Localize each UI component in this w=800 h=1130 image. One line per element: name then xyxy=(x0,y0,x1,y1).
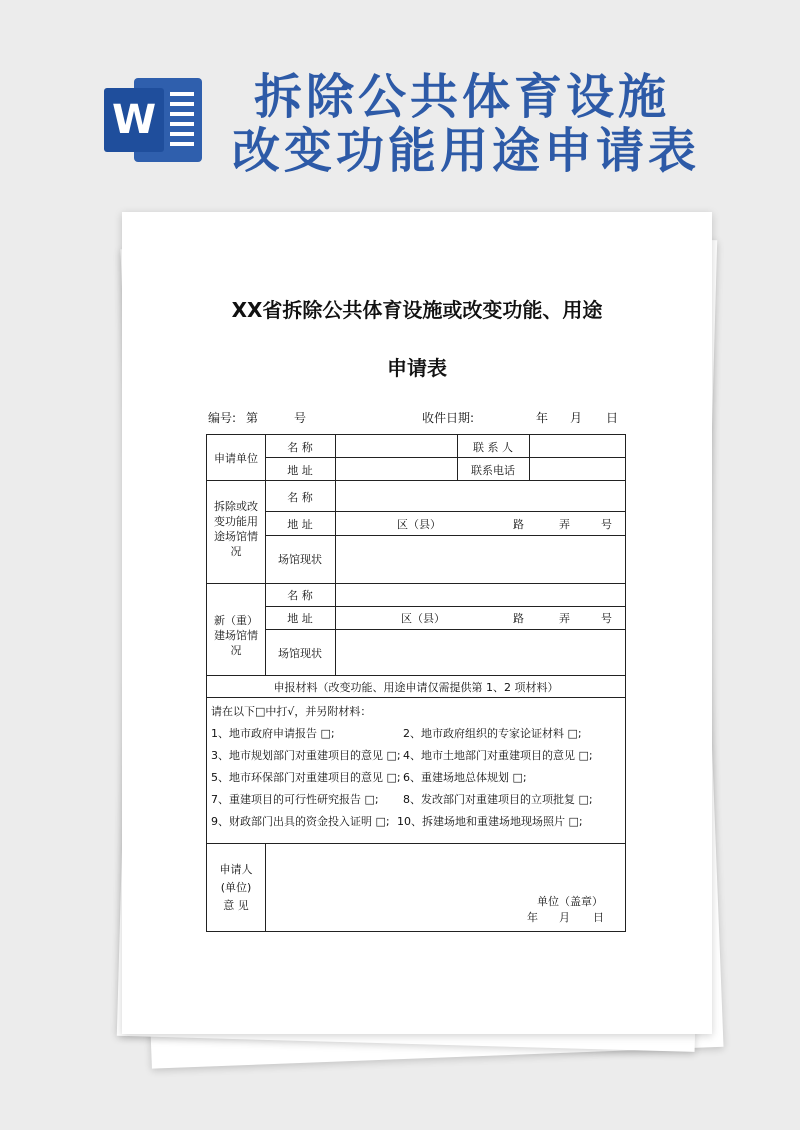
contact-label: 联 系 人 xyxy=(473,441,513,454)
document-title-line2: 申请表 xyxy=(387,356,447,380)
material-item[interactable]: 3、地市规划部门对重建项目的意见 □; xyxy=(211,749,401,762)
demolish-road: 路 xyxy=(513,518,524,531)
rebuild-section-label: 新（重）建场馆情况 xyxy=(214,614,258,657)
receive-year: 年 xyxy=(536,411,549,425)
opinion-month: 月 xyxy=(559,911,570,924)
demolish-address-label: 地 址 xyxy=(287,518,313,531)
material-item[interactable]: 8、发改部门对重建项目的立项批复 □; xyxy=(403,793,593,806)
rebuild-district: 区（县） xyxy=(401,612,445,625)
materials-header: 申报材料（改变功能、用途申请仅需提供第 1、2 项材料） xyxy=(273,681,559,694)
material-item[interactable]: 10、拆建场地和重建场地现场照片 □; xyxy=(397,815,583,828)
applicant-section-label: 申请单位 xyxy=(214,452,258,465)
demolish-lane: 弄 xyxy=(559,518,570,531)
opinion-year: 年 xyxy=(527,911,538,924)
opinion-label-line2: (单位) xyxy=(220,881,252,894)
materials-instruction: 请在以下□中打√，并另附材料： xyxy=(211,705,372,718)
material-item[interactable]: 7、重建项目的可行性研究报告 □; xyxy=(211,793,379,806)
material-item[interactable]: 4、地市土地部门对重建项目的意见 □; xyxy=(403,749,593,762)
word-icon-letter: W xyxy=(104,88,164,152)
seal-label: 单位（盖章） xyxy=(537,895,603,908)
word-app-icon xyxy=(104,70,204,170)
demolish-district: 区（县） xyxy=(397,518,441,531)
applicant-address-label: 地 址 xyxy=(287,464,313,477)
demolish-section-label: 拆除或改变功能用途场馆情况 xyxy=(214,500,258,558)
number-label: 编号: xyxy=(208,411,237,425)
banner-title-line2: 改变功能用途申请表 xyxy=(232,123,701,179)
rebuild-number: 号 xyxy=(601,612,612,625)
rebuild-road: 路 xyxy=(513,612,524,625)
material-item[interactable]: 2、地市政府组织的专家论证材料 □; xyxy=(403,727,582,740)
applicant-name-label: 名 称 xyxy=(287,441,313,454)
rebuild-lane: 弄 xyxy=(559,612,570,625)
opinion-day: 日 xyxy=(593,911,604,924)
material-item[interactable]: 6、重建场地总体规划 □; xyxy=(403,771,527,784)
receive-day: 日 xyxy=(606,411,619,425)
banner-title xyxy=(232,69,701,179)
opinion-label-line3: 意 见 xyxy=(223,899,249,912)
opinion-label-line1: 申请人 xyxy=(219,863,253,876)
rebuild-address-label: 地 址 xyxy=(287,612,313,625)
number-prefix: 第 xyxy=(246,411,259,425)
demolish-status-label: 场馆现状 xyxy=(278,553,322,566)
demolish-name-label: 名 称 xyxy=(287,491,313,504)
phone-label: 联系电话 xyxy=(471,464,515,477)
material-item[interactable]: 9、财政部门出具的资金投入证明 □; xyxy=(211,815,390,828)
application-form-table xyxy=(206,434,626,932)
receive-month: 月 xyxy=(570,411,583,425)
document-page xyxy=(122,212,712,1034)
number-suffix: 号 xyxy=(294,411,307,425)
demolish-number: 号 xyxy=(601,518,612,531)
material-item[interactable]: 1、地市政府申请报告 □; xyxy=(211,727,335,740)
rebuild-status-label: 场馆现状 xyxy=(278,647,322,660)
banner-title-line1: 拆除公共体育设施 xyxy=(253,69,670,125)
material-item[interactable]: 5、地市环保部门对重建项目的意见 □; xyxy=(211,771,401,784)
receive-date-label: 收件日期: xyxy=(422,411,475,425)
rebuild-name-label: 名 称 xyxy=(287,589,313,602)
document-title: XX省拆除公共体育设施或改变功能、用途 xyxy=(231,298,603,322)
